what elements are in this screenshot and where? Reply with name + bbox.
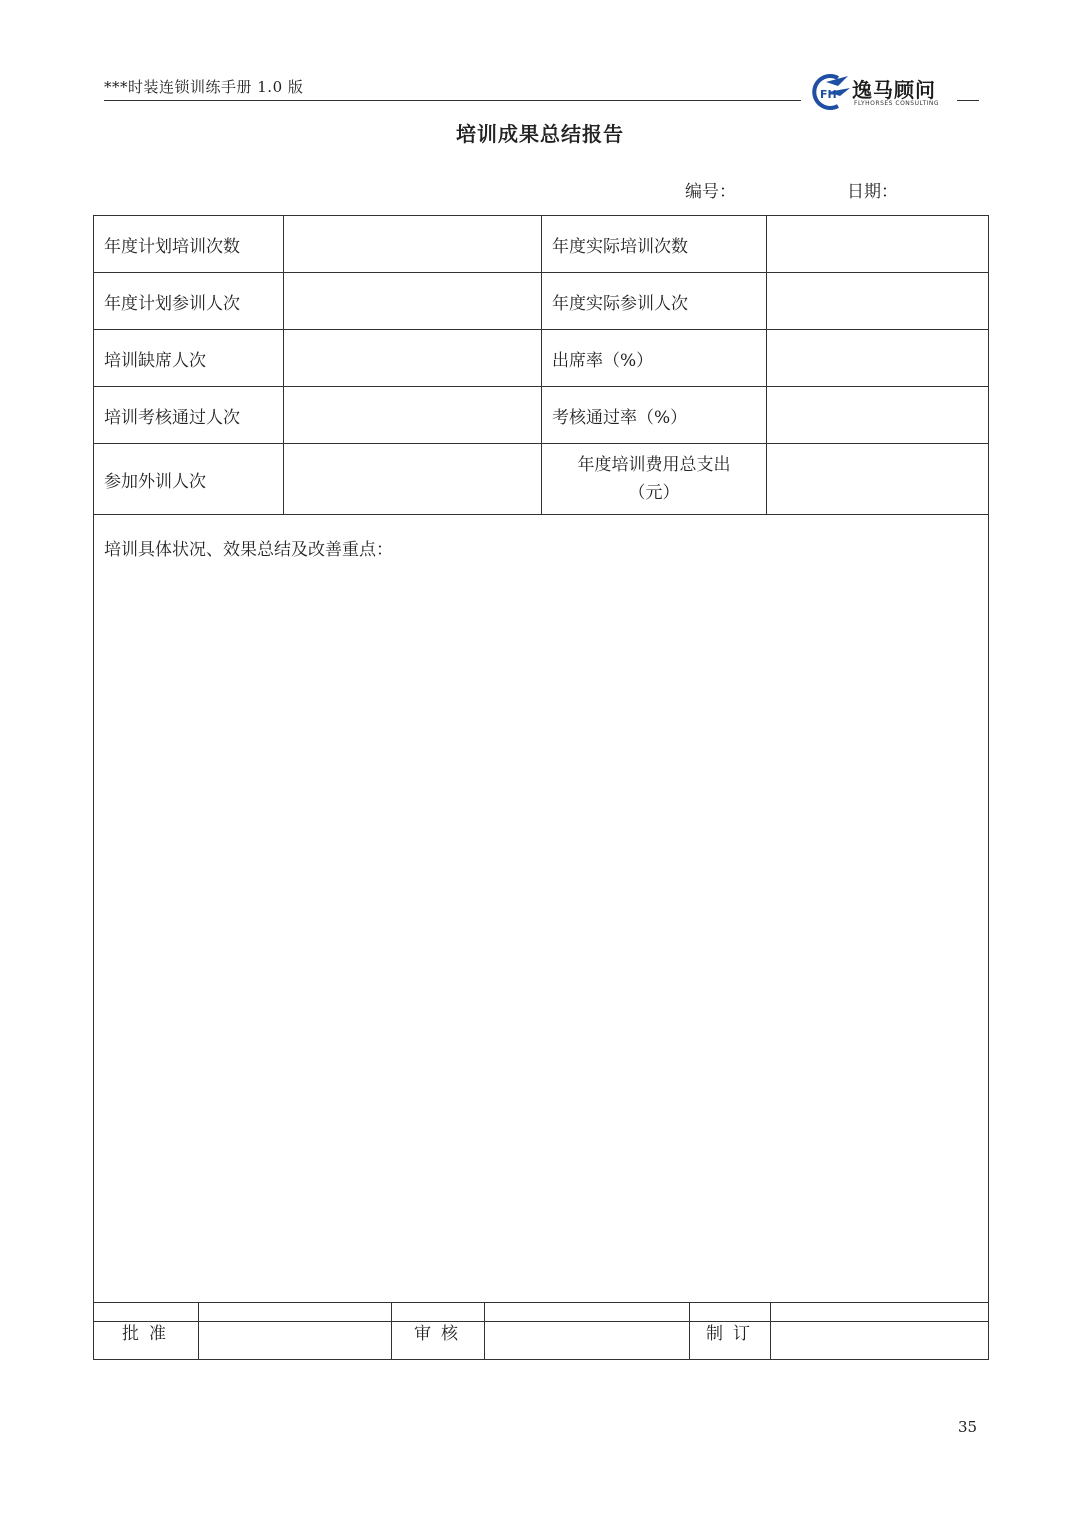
signoff-table [93, 1302, 989, 1360]
field-label: 考核通过率（%） [542, 387, 767, 444]
field-value-cell[interactable] [767, 444, 989, 515]
field-value-cell[interactable] [284, 330, 542, 387]
field-label: 年度计划培训次数 [94, 216, 284, 273]
table-row [94, 515, 989, 1322]
field-label: 年度实际培训次数 [542, 216, 767, 273]
logo-brand-tagline: FLYHORSES CONSULTING [854, 100, 940, 107]
page-number: 35 [958, 1418, 978, 1436]
table-row [94, 273, 989, 330]
summary-label: 培训具体状况、效果总结及改善重点： [104, 540, 393, 560]
field-value-cell[interactable] [284, 216, 542, 273]
prepare-signature-cell[interactable] [771, 1303, 989, 1360]
table-row [94, 444, 989, 515]
field-label-line: 年度培训费用总支出 [577, 455, 731, 475]
field-value-cell[interactable] [284, 273, 542, 330]
approve-signature-cell[interactable] [199, 1303, 392, 1360]
header-rule-right [957, 100, 979, 101]
serial-number-label: 编号： [685, 182, 736, 202]
field-label: 培训缺席人次 [94, 330, 284, 387]
logo-brand-name: 逸马顾问 [852, 78, 936, 102]
field-value-cell[interactable] [284, 387, 542, 444]
header-rule [104, 100, 801, 101]
field-label: 出席率（%） [542, 330, 767, 387]
field-label-multiline [542, 444, 767, 515]
company-logo [808, 72, 956, 114]
field-value-cell[interactable] [767, 330, 989, 387]
field-value-cell[interactable] [284, 444, 542, 515]
field-label: 培训考核通过人次 [94, 387, 284, 444]
table-row [94, 330, 989, 387]
approve-label: 批准 [94, 1303, 199, 1360]
field-label: 年度计划参训人次 [94, 273, 284, 330]
table-row [94, 387, 989, 444]
report-table [93, 215, 989, 1322]
field-label: 年度实际参训人次 [542, 273, 767, 330]
review-signature-cell[interactable] [485, 1303, 690, 1360]
field-label-line: （元） [628, 483, 680, 503]
page-title: 培训成果总结报告 [456, 122, 624, 146]
field-value-cell[interactable] [767, 273, 989, 330]
field-label: 参加外训人次 [94, 444, 284, 515]
prepare-label: 制订 [690, 1303, 771, 1360]
field-value-cell[interactable] [767, 387, 989, 444]
summary-area[interactable] [94, 515, 989, 1322]
logo-mark-text: FH [820, 88, 837, 101]
table-row [94, 216, 989, 273]
logo-mark-icon [808, 72, 852, 112]
field-value-cell[interactable] [767, 216, 989, 273]
signoff-row [94, 1303, 989, 1360]
date-label: 日期： [847, 182, 898, 202]
document-header-title: ***时装连锁训练手册 1.0 版 [104, 78, 304, 96]
review-label: 审核 [392, 1303, 485, 1360]
